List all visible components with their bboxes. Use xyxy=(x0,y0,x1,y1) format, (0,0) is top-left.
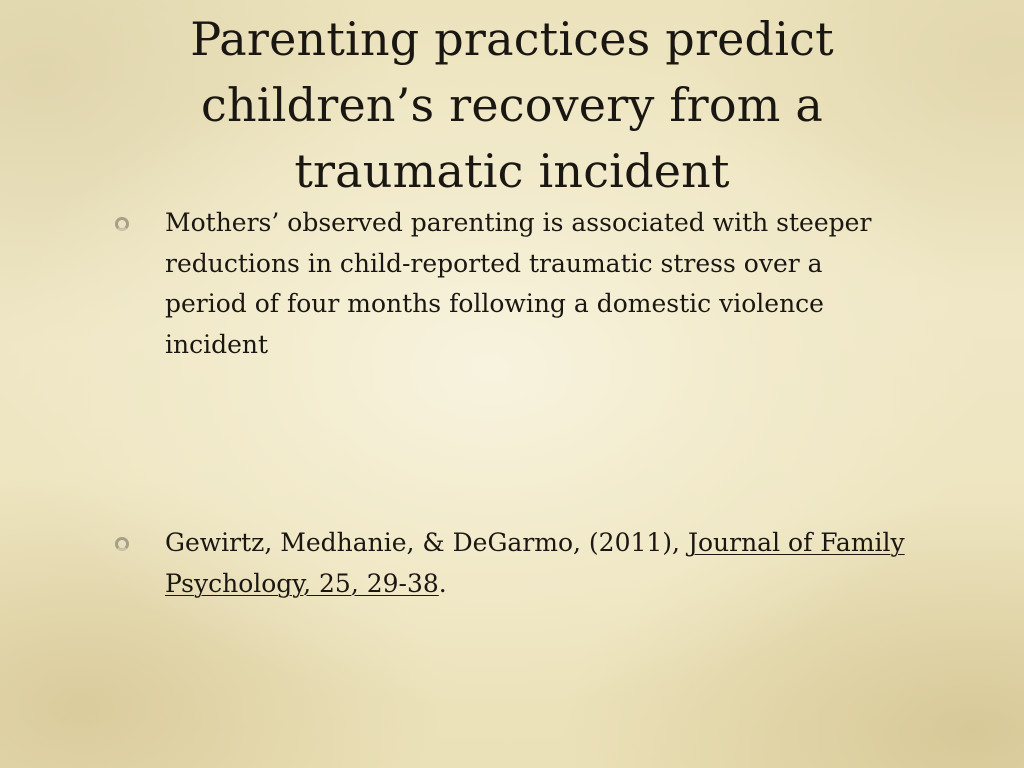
bullet-text: Mothers’ observed parenting is associated with steeper reductions in child-reported traumatic stress over a period of four months following a domestic violence incident xyxy=(165,208,872,359)
journal-link[interactable]: Journal of Family Psychology, 25, 29-38 xyxy=(165,528,905,598)
slide-title: Parenting practices predict children’s recovery from a traumatic incident xyxy=(190,12,834,198)
circle-bullet-icon xyxy=(115,217,129,231)
citation-suffix: . xyxy=(438,568,447,598)
citation-item xyxy=(112,523,912,604)
bullet-item xyxy=(112,203,912,523)
bullet-list xyxy=(112,203,912,604)
circle-bullet-icon xyxy=(115,537,129,551)
citation-prefix: Gewirtz, Medhanie, & DeGarmo, (2011), xyxy=(165,528,688,557)
